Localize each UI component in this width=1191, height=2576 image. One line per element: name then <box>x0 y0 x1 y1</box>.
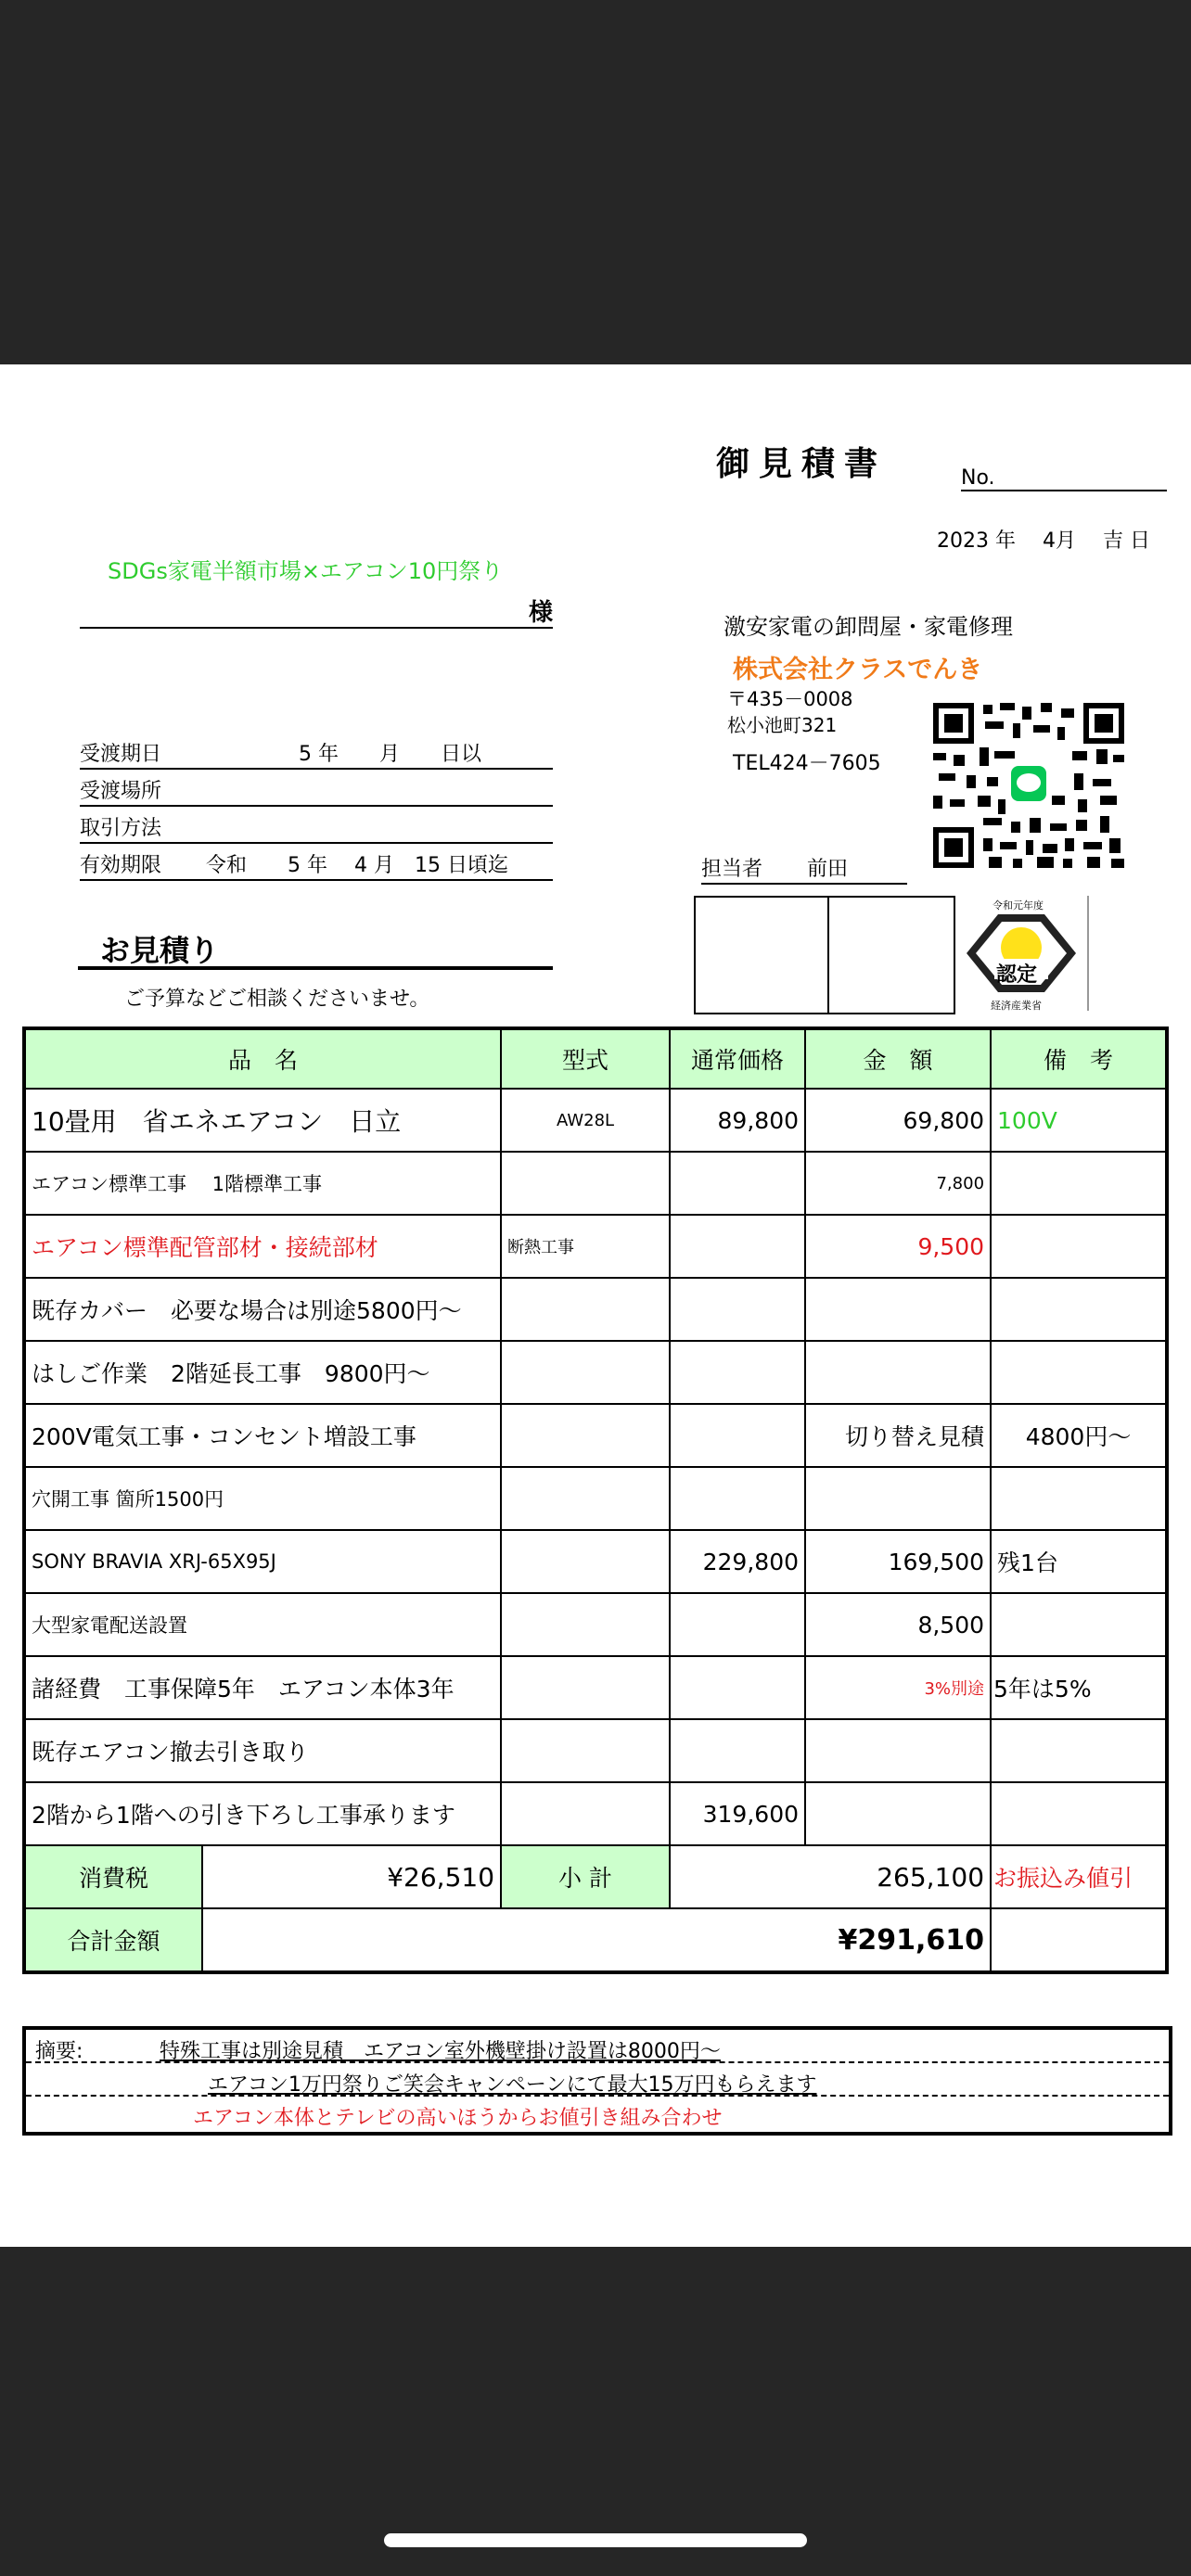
cert-year: 令和元年度 <box>992 899 1044 912</box>
item-regular-price <box>670 1719 805 1782</box>
field-delivery-date <box>80 738 553 770</box>
total-row <box>24 1908 1167 1972</box>
total-remarks <box>991 1908 1167 1972</box>
estimate-table <box>22 1027 1169 1974</box>
issue-date: 2023 年 4月 吉 日 <box>937 529 1150 553</box>
item-remarks: 5年は5% <box>991 1656 1167 1719</box>
item-regular-price <box>670 1278 805 1341</box>
item-name: 穴開工事 箇所1500円 <box>24 1467 501 1530</box>
staff-field <box>701 853 907 885</box>
item-remarks <box>991 1719 1167 1782</box>
note-line-3: エアコン本体とテレビの高いほうからお値引き組み合わせ <box>193 2107 723 2130</box>
item-amount <box>805 1467 991 1530</box>
total-label: 合計金額 <box>24 1908 202 1972</box>
item-remarks <box>991 1152 1167 1215</box>
line-qr-code[interactable] <box>933 703 1124 868</box>
table-row <box>24 1215 1167 1278</box>
item-amount: 切り替え見積 <box>805 1404 991 1467</box>
item-remarks: 4800円～ <box>991 1404 1167 1467</box>
item-model <box>501 1152 670 1215</box>
item-amount: 3%別途 <box>805 1656 991 1719</box>
table-row <box>24 1593 1167 1656</box>
field-payment-method <box>80 812 553 844</box>
field-value: 5 年 月 日以 <box>299 743 481 766</box>
item-amount <box>805 1341 991 1404</box>
header-item-name: 品 名 <box>24 1028 501 1089</box>
transfer-discount-note: お振込み値引 <box>991 1845 1167 1908</box>
item-amount <box>805 1278 991 1341</box>
staff-label: 担当者 <box>701 858 763 881</box>
item-model <box>501 1467 670 1530</box>
item-model <box>501 1593 670 1656</box>
item-amount <box>805 1719 991 1782</box>
item-regular-price <box>670 1341 805 1404</box>
item-name: はしご作業 2階延長工事 9800円～ <box>24 1341 501 1404</box>
tax-value: ¥26,510 <box>202 1845 501 1908</box>
item-remarks <box>991 1215 1167 1278</box>
item-regular-price <box>670 1656 805 1719</box>
item-remarks <box>991 1341 1167 1404</box>
item-name: 2階から1階への引き下ろし工事承ります <box>24 1782 501 1845</box>
item-amount: 169,500 <box>805 1530 991 1593</box>
item-remarks <box>991 1467 1167 1530</box>
customer-name-line <box>80 580 553 629</box>
item-model <box>501 1782 670 1845</box>
company-tagline: 激安家電の卸問屋・家電修理 <box>724 614 1013 640</box>
notes-label: 摘要: <box>35 2040 83 2063</box>
subtotal-label: 小 計 <box>501 1845 670 1908</box>
company-name: 株式会社クラスでんき <box>733 656 983 684</box>
header-remarks: 備 考 <box>991 1028 1167 1089</box>
subtotal-value: 265,100 <box>670 1845 991 1908</box>
item-regular-price <box>670 1152 805 1215</box>
item-model: AW28L <box>501 1089 670 1152</box>
table-row <box>24 1530 1167 1593</box>
customer-honorific: 様 <box>528 599 553 627</box>
notes-box <box>22 2026 1172 2136</box>
header-amount: 金 額 <box>805 1028 991 1089</box>
item-regular-price: 319,600 <box>670 1782 805 1845</box>
item-name: 既存カバー 必要な場合は別途5800円～ <box>24 1278 501 1341</box>
field-label: 受渡期日 <box>80 743 162 766</box>
item-model <box>501 1404 670 1467</box>
note-line-1: 特殊工事は別途見積 エアコン室外機壁掛け設置は8000円～ <box>160 2040 721 2063</box>
item-model <box>501 1278 670 1341</box>
item-amount: 69,800 <box>805 1089 991 1152</box>
stamp-box-1 <box>694 896 829 1014</box>
cert-ministry: 経済産業省 <box>991 1000 1042 1012</box>
document-number <box>961 466 1167 491</box>
item-remarks <box>991 1593 1167 1656</box>
item-regular-price <box>670 1215 805 1278</box>
item-model <box>501 1719 670 1782</box>
item-remarks <box>991 1782 1167 1845</box>
table-row <box>24 1341 1167 1404</box>
header-model: 型式 <box>501 1028 670 1089</box>
item-name: 既存エアコン撤去引き取り <box>24 1719 501 1782</box>
item-regular-price <box>670 1467 805 1530</box>
item-name: 大型家電配送設置 <box>24 1593 501 1656</box>
table-row <box>24 1719 1167 1782</box>
table-row <box>24 1152 1167 1215</box>
table-row <box>24 1782 1167 1845</box>
item-regular-price: 89,800 <box>670 1089 805 1152</box>
item-name: SONY BRAVIA XRJ-65X95J <box>24 1530 501 1593</box>
item-model: 断熱工事 <box>501 1215 670 1278</box>
field-validity <box>80 849 553 881</box>
table-row <box>24 1656 1167 1719</box>
company-address: 松小池町321 <box>727 714 838 736</box>
field-delivery-place <box>80 775 553 807</box>
staff-name: 前田 <box>807 858 849 881</box>
consult-text: ご予算などご相談くださいませ。 <box>124 988 430 1011</box>
number-label: No. <box>961 466 995 490</box>
field-label: 有効期限 <box>80 854 162 877</box>
field-value: 令和 5 年 4 月 15 日頃迄 <box>206 854 508 877</box>
item-remarks: 残1台 <box>991 1530 1167 1593</box>
table-row <box>24 1278 1167 1341</box>
certification-mark <box>955 896 1089 1011</box>
item-name: エアコン標準工事 1階標準工事 <box>24 1152 501 1215</box>
tax-label: 消費税 <box>24 1845 202 1908</box>
header-regular-price: 通常価格 <box>670 1028 805 1089</box>
item-remarks <box>991 1278 1167 1341</box>
item-amount: 9,500 <box>805 1215 991 1278</box>
item-regular-price: 229,800 <box>670 1530 805 1593</box>
item-regular-price <box>670 1593 805 1656</box>
item-regular-price <box>670 1404 805 1467</box>
field-label: 受渡場所 <box>80 780 162 803</box>
item-model <box>501 1530 670 1593</box>
total-value: ¥291,610 <box>202 1908 991 1972</box>
note-line-2: エアコン1万円祭りご笑会キャンペーンにて最大15万円もらえます <box>208 2073 817 2097</box>
table-row <box>24 1089 1167 1152</box>
item-name: 10畳用 省エネエアコン 日立 <box>24 1089 501 1152</box>
estimate-heading: お見積り <box>100 933 220 968</box>
qr-code-icon <box>933 703 1124 868</box>
field-label: 取引方法 <box>80 817 162 840</box>
table-header-row <box>24 1028 1167 1089</box>
item-remarks: 100V <box>991 1089 1167 1152</box>
item-amount: 7,800 <box>805 1152 991 1215</box>
item-model <box>501 1656 670 1719</box>
table-row <box>24 1467 1167 1530</box>
company-postal: 〒435－0008 <box>727 688 853 710</box>
item-name: 200V電気工事・コンセント増設工事 <box>24 1404 501 1467</box>
item-amount: 8,500 <box>805 1593 991 1656</box>
estimate-heading-block <box>78 924 553 970</box>
company-tel: TEL424－7605 <box>733 752 881 775</box>
item-amount <box>805 1782 991 1845</box>
campaign-title: SDGs家電半額市場×エアコン10円祭り <box>108 558 504 584</box>
item-name: 諸経費 工事保障5年 エアコン本体3年 <box>24 1656 501 1719</box>
home-indicator[interactable] <box>384 2533 807 2547</box>
item-name: エアコン標準配管部材・接続部材 <box>24 1215 501 1278</box>
cert-text: 認定 <box>996 963 1038 987</box>
item-model <box>501 1341 670 1404</box>
document-title: 御見積書 <box>716 445 888 483</box>
stamp-box-2 <box>827 896 955 1014</box>
table-row <box>24 1404 1167 1467</box>
tax-subtotal-row <box>24 1845 1167 1908</box>
